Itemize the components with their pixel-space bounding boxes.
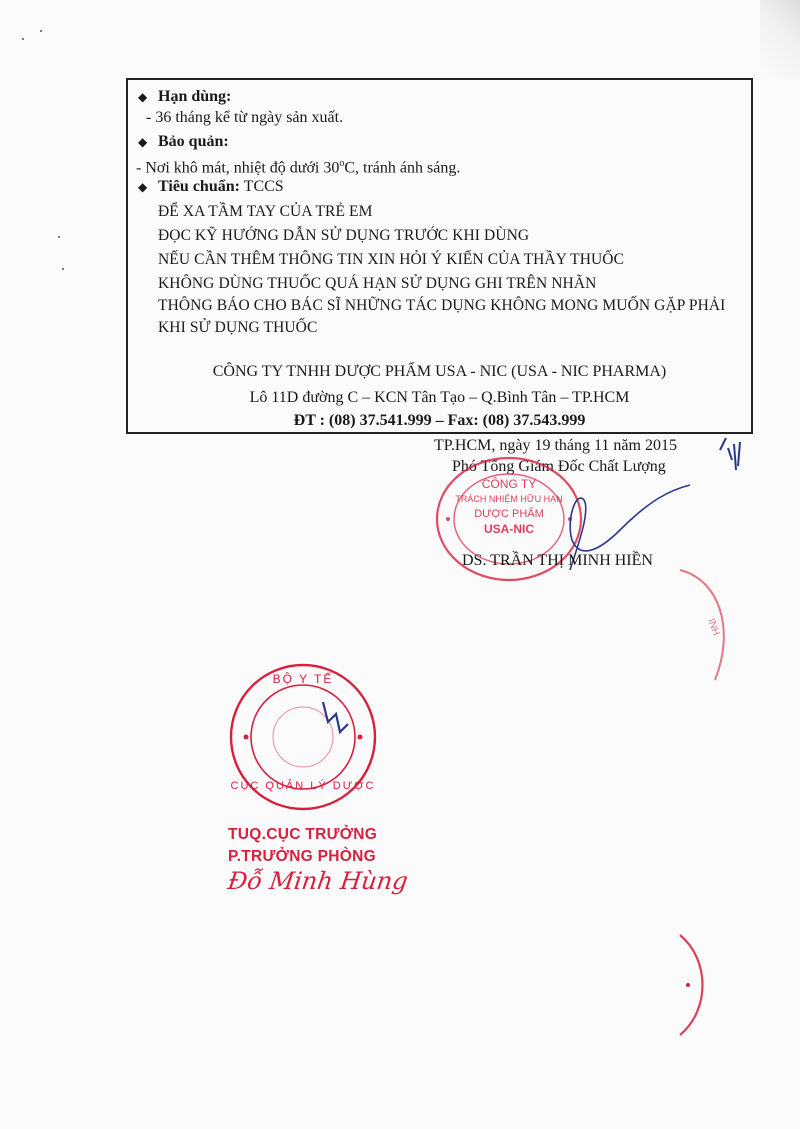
warning-line: KHÔNG DÙNG THUỐC QUÁ HẠN SỬ DỤNG GHI TRÊN NHÃN: [158, 275, 597, 292]
approver-name: Đỗ Minh Hùng: [226, 867, 410, 895]
scan-speck: [40, 30, 42, 32]
company-stamp-line: DƯỢC PHẨM: [474, 508, 544, 520]
ministry-stamp: [228, 662, 378, 812]
signer-position: Phó Tổng Giám Đốc Chất Lượng: [452, 458, 666, 475]
company-stamp-line: TRÁCH NHIỆM HỮU HẠN: [455, 494, 563, 504]
bullet-icon: ◆: [138, 90, 148, 104]
warning-line: THÔNG BÁO CHO BÁC SĨ NHỮNG TÁC DỤNG KHÔNG MONG MUỐN GẶP PHẢI: [158, 297, 726, 314]
company-name: CÔNG TY TNHH DƯỢC PHẨM USA - NIC (USA - NIC PHARMA): [212, 363, 667, 380]
warning-line: ĐỌC KỸ HƯỚNG DẪN SỬ DỤNG TRƯỚC KHI DÙNG: [158, 227, 530, 244]
standard-line: Tiêu chuẩn: TCCS: [158, 178, 284, 195]
company-address: Lô 11D đường C – KCN Tân Tạo – Q.Bình Tân – TP.HCM: [249, 389, 630, 406]
scan-speck: [58, 236, 60, 238]
partial-stamp-bottom: [660, 930, 720, 1040]
signer-name: DS. TRẦN THỊ MINH HIỀN: [462, 552, 653, 569]
storage-value: - Nơi khô mát, nhiệt độ dưới 30$^o$C, tránh ánh sáng.: [136, 158, 461, 177]
bullet-icon: ◆: [138, 135, 148, 149]
page-corner-shadow: [760, 0, 800, 80]
expiry-heading: Hạn dùng:: [158, 88, 232, 105]
warning-line: KHI SỬ DỤNG THUỐC: [158, 319, 318, 336]
warning-line: NẾU CẦN THÊM THÔNG TIN XIN HỎI Ý KIẾN CỦA THẦY THUỐC: [158, 251, 625, 268]
company-stamp-line: CÔNG TY: [481, 477, 537, 491]
svg-text:INH: INH: [705, 617, 722, 638]
ministry-stamp-top-text: BỘ Y TẾ: [272, 672, 334, 686]
approval-line-2: P.TRƯỞNG PHÒNG: [228, 848, 376, 865]
product-info-box: [126, 78, 753, 434]
storage-heading: Bảo quản:: [158, 133, 229, 150]
bullet-icon: ◆: [138, 180, 148, 194]
partial-stamp: [660, 560, 740, 690]
scan-speck: [22, 38, 24, 40]
company-stamp-line: USA-NIC: [484, 522, 534, 536]
ministry-stamp-ring-text: CỤC QUẢN LÝ DƯỢC: [230, 780, 376, 792]
scan-speck: [62, 268, 64, 270]
company-phone: ĐT : (08) 37.541.999 – Fax: (08) 37.543.999: [293, 412, 586, 429]
approval-line-1: TUQ.CỤC TRƯỞNG: [228, 826, 378, 843]
warning-line: ĐỂ XA TẦM TAY CỦA TRẺ EM: [158, 203, 373, 220]
document-date: TP.HCM, ngày 19 tháng 11 năm 2015: [434, 437, 677, 454]
expiry-value: - 36 tháng kể từ ngày sản xuất.: [146, 109, 344, 126]
